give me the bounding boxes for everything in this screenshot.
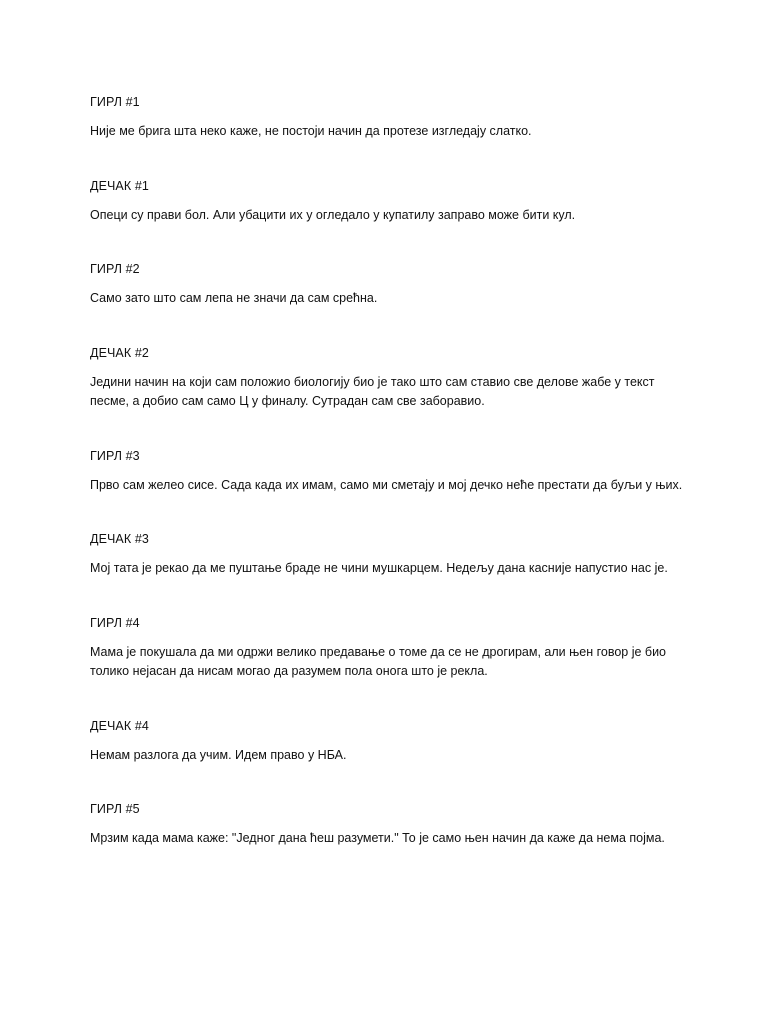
dialogue-entry-1 xyxy=(90,94,690,142)
dialogue-line: Немам разлога да учим. Идем право у НБА. xyxy=(90,747,347,762)
dialogue-entry-9 xyxy=(90,801,690,849)
dialogue-entry-5 xyxy=(90,448,690,496)
dialogue-line: Опеци су прави бол. Али убацити их у огледало у купатилу заправо може бити кул. xyxy=(90,207,576,222)
speaker-label: ДЕЧАК #3 xyxy=(90,532,149,546)
speaker-label: ГИРЛ #3 xyxy=(90,448,140,463)
speaker-label: ДЕЧАК #1 xyxy=(90,178,149,193)
dialogue-line: Само зато што сам лепа не значи да сам срећна. xyxy=(90,291,378,305)
dialogue-line: Прво сам желео сисе. Сада када их имам, само ми сметају и мој дечко неће престати да буљи у њих. xyxy=(90,477,683,492)
dialogue-entry-7 xyxy=(90,615,690,682)
dialogue-line: Није ме брига шта неко каже, не постоји начин да протезе изгледају слатко. xyxy=(90,124,532,138)
speaker-label: ДЕЧАК #4 xyxy=(90,718,149,733)
speaker-label: ГИРЛ #4 xyxy=(90,615,140,630)
document-page xyxy=(90,94,690,885)
dialogue-entry-3 xyxy=(90,261,690,309)
speaker-label: ДЕЧАК #2 xyxy=(90,345,149,360)
dialogue-entry-4 xyxy=(90,345,690,412)
speaker-label: ГИРЛ #5 xyxy=(90,802,140,816)
dialogue-line: Једини начин на који сам положио биологију био је тако што сам ставио све делове жабе у текст песме, а добио сам само Ц у финалу. Сутрадан сам све заборавио. xyxy=(90,374,655,408)
dialogue-line: Мој тата је рекао да ме пуштање браде не чини мушкарцем. Недељу дана касније напустио нас је. xyxy=(90,561,668,575)
dialogue-entry-6 xyxy=(90,531,690,579)
dialogue-entry-2 xyxy=(90,178,690,226)
speaker-label: ГИРЛ #2 xyxy=(90,262,140,276)
dialogue-line: Мрзим када мама каже: "Једног дана ћеш разумети." То је само њен начин да каже да нема појма. xyxy=(90,831,665,845)
dialogue-entry-8 xyxy=(90,718,690,766)
speaker-label: ГИРЛ #1 xyxy=(90,95,140,109)
dialogue-line: Мама је покушала да ми одржи велико предавање о томе да се не дрогирам, али њен говор је био толико нејасан да нисам могао да разумем пола онога што је рекла. xyxy=(90,644,667,678)
